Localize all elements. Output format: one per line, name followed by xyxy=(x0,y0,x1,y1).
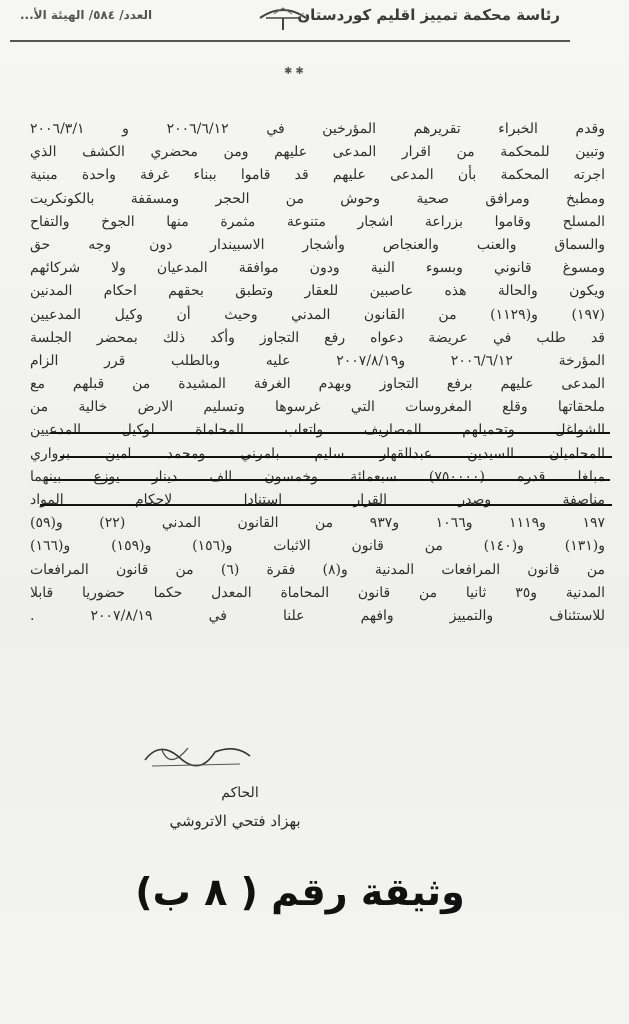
text-line: المحاميان السيدين عبدالقهار سليم بامرني ومحمد امين برواري xyxy=(30,445,605,462)
text-line: ١٩٧ و١١١٩ و١٠٦٦ و٩٣٧ من القانون المدني (٢٢) و(٥٩) xyxy=(30,515,605,532)
document-number: العدد/ ٥٨٤/ الهيئة الأ... xyxy=(20,8,153,22)
text-line: والسماق والعنب والعنجاص وأشجار الاسبيندار دون وجه حق xyxy=(30,236,605,253)
text-line: اجرته المحكمة بأن المدعى عليهم قد قاموا ببناء غرفة واحدة مبنية xyxy=(30,167,605,184)
text-line: المدعى عليهم برفع التجاوز وبهدم الغرفة المشيدة من قبلهم مع xyxy=(30,376,605,393)
ruling-text xyxy=(30,118,605,628)
text-line: وقدم الخبراء تقريرهم المؤرخين في ٢٠٠٦/٦/١٢ و ٢٠٠٦/٣/١ xyxy=(30,121,605,137)
text-line: المؤرخة ٢٠٠٦/٦/١٢ و٢٠٠٧/٨/١٩ عليه وبالطلب قرر الزام xyxy=(30,352,605,369)
text-line: قد طلب في عريضة دعواه رفع التجاوز وأكد ذلك بمحضر الجلسة xyxy=(30,329,605,346)
text-line: من قانون المرافعات المدنية و(٨) فقرة (٦) من قانون المرافعات xyxy=(30,561,605,578)
document-label: وثيقة رقم ( ٨ ب) xyxy=(135,870,465,914)
court-name: رئاسة محكمة تمييز اقليم كوردستان xyxy=(297,6,560,24)
star-mark-icon: ✱✱ xyxy=(284,66,307,77)
text-line: الشواغل وتحميلهم المصاريف واتعاب المحاماة لوكيل المدعيين xyxy=(30,422,605,439)
judge-title: الحاكم xyxy=(221,785,259,801)
text-line: ومطبخ ومرافق صحية وحوش من الحجر ومسقفة بالكونكريت xyxy=(30,190,605,207)
text-line: مبلغا قدره (٧٥٠٠٠٠) سبعمائة وخمسون الف دينار يوزع بينهما xyxy=(30,468,605,485)
letterhead xyxy=(10,0,570,42)
underline xyxy=(40,504,612,506)
underline xyxy=(60,456,612,458)
signature-mark xyxy=(140,730,260,780)
text-line: ويكون والحالة هذه عاصبين للعقار وتطبق بحقهم احكام المدنين xyxy=(30,283,605,300)
judge-name: بهزاد فتحي الاتروشي xyxy=(169,812,301,830)
text-line: (١٩٧) و(١١٢٩) من القانون المدني وحيث أن وكيل المدعيين xyxy=(30,306,605,323)
text-line: المدنية و٣٥ ثانيا من قانون المحاماة المعدل حكما حضوريا قابلا xyxy=(30,584,605,601)
text-line: ومسوغ قانوني وبسوء النية ودون موافقة المدعيان ولا شركائهم xyxy=(30,260,605,277)
text-line: ملحقاتها وقلع المغروسات التي غرسوها وتسليم الارض خالية من xyxy=(30,399,605,416)
text-line: مناصفة وصدر القرار استنادا لاحكام المواد xyxy=(30,492,605,508)
underline xyxy=(45,479,610,481)
text-line: المسلح وقاموا بزراعة اشجار متنوعة مثمرة منها الجوخ والتفاح xyxy=(30,213,605,230)
text-line: و(١٣١) و(١٤٠) من قانون الاثبات و(١٥٦) و(١٥٩) و(١٦٦) xyxy=(30,538,605,555)
emblem-icon xyxy=(258,4,308,30)
underline xyxy=(50,432,610,434)
text-line: وتبين للمحكمة من اقرار المدعى عليهم ومن محضري الكشف الذي xyxy=(30,144,605,161)
text-line: للاستئناف والتمييز وافهم علنا في ٢٠٠٧/٨/١٩ . xyxy=(30,607,605,624)
